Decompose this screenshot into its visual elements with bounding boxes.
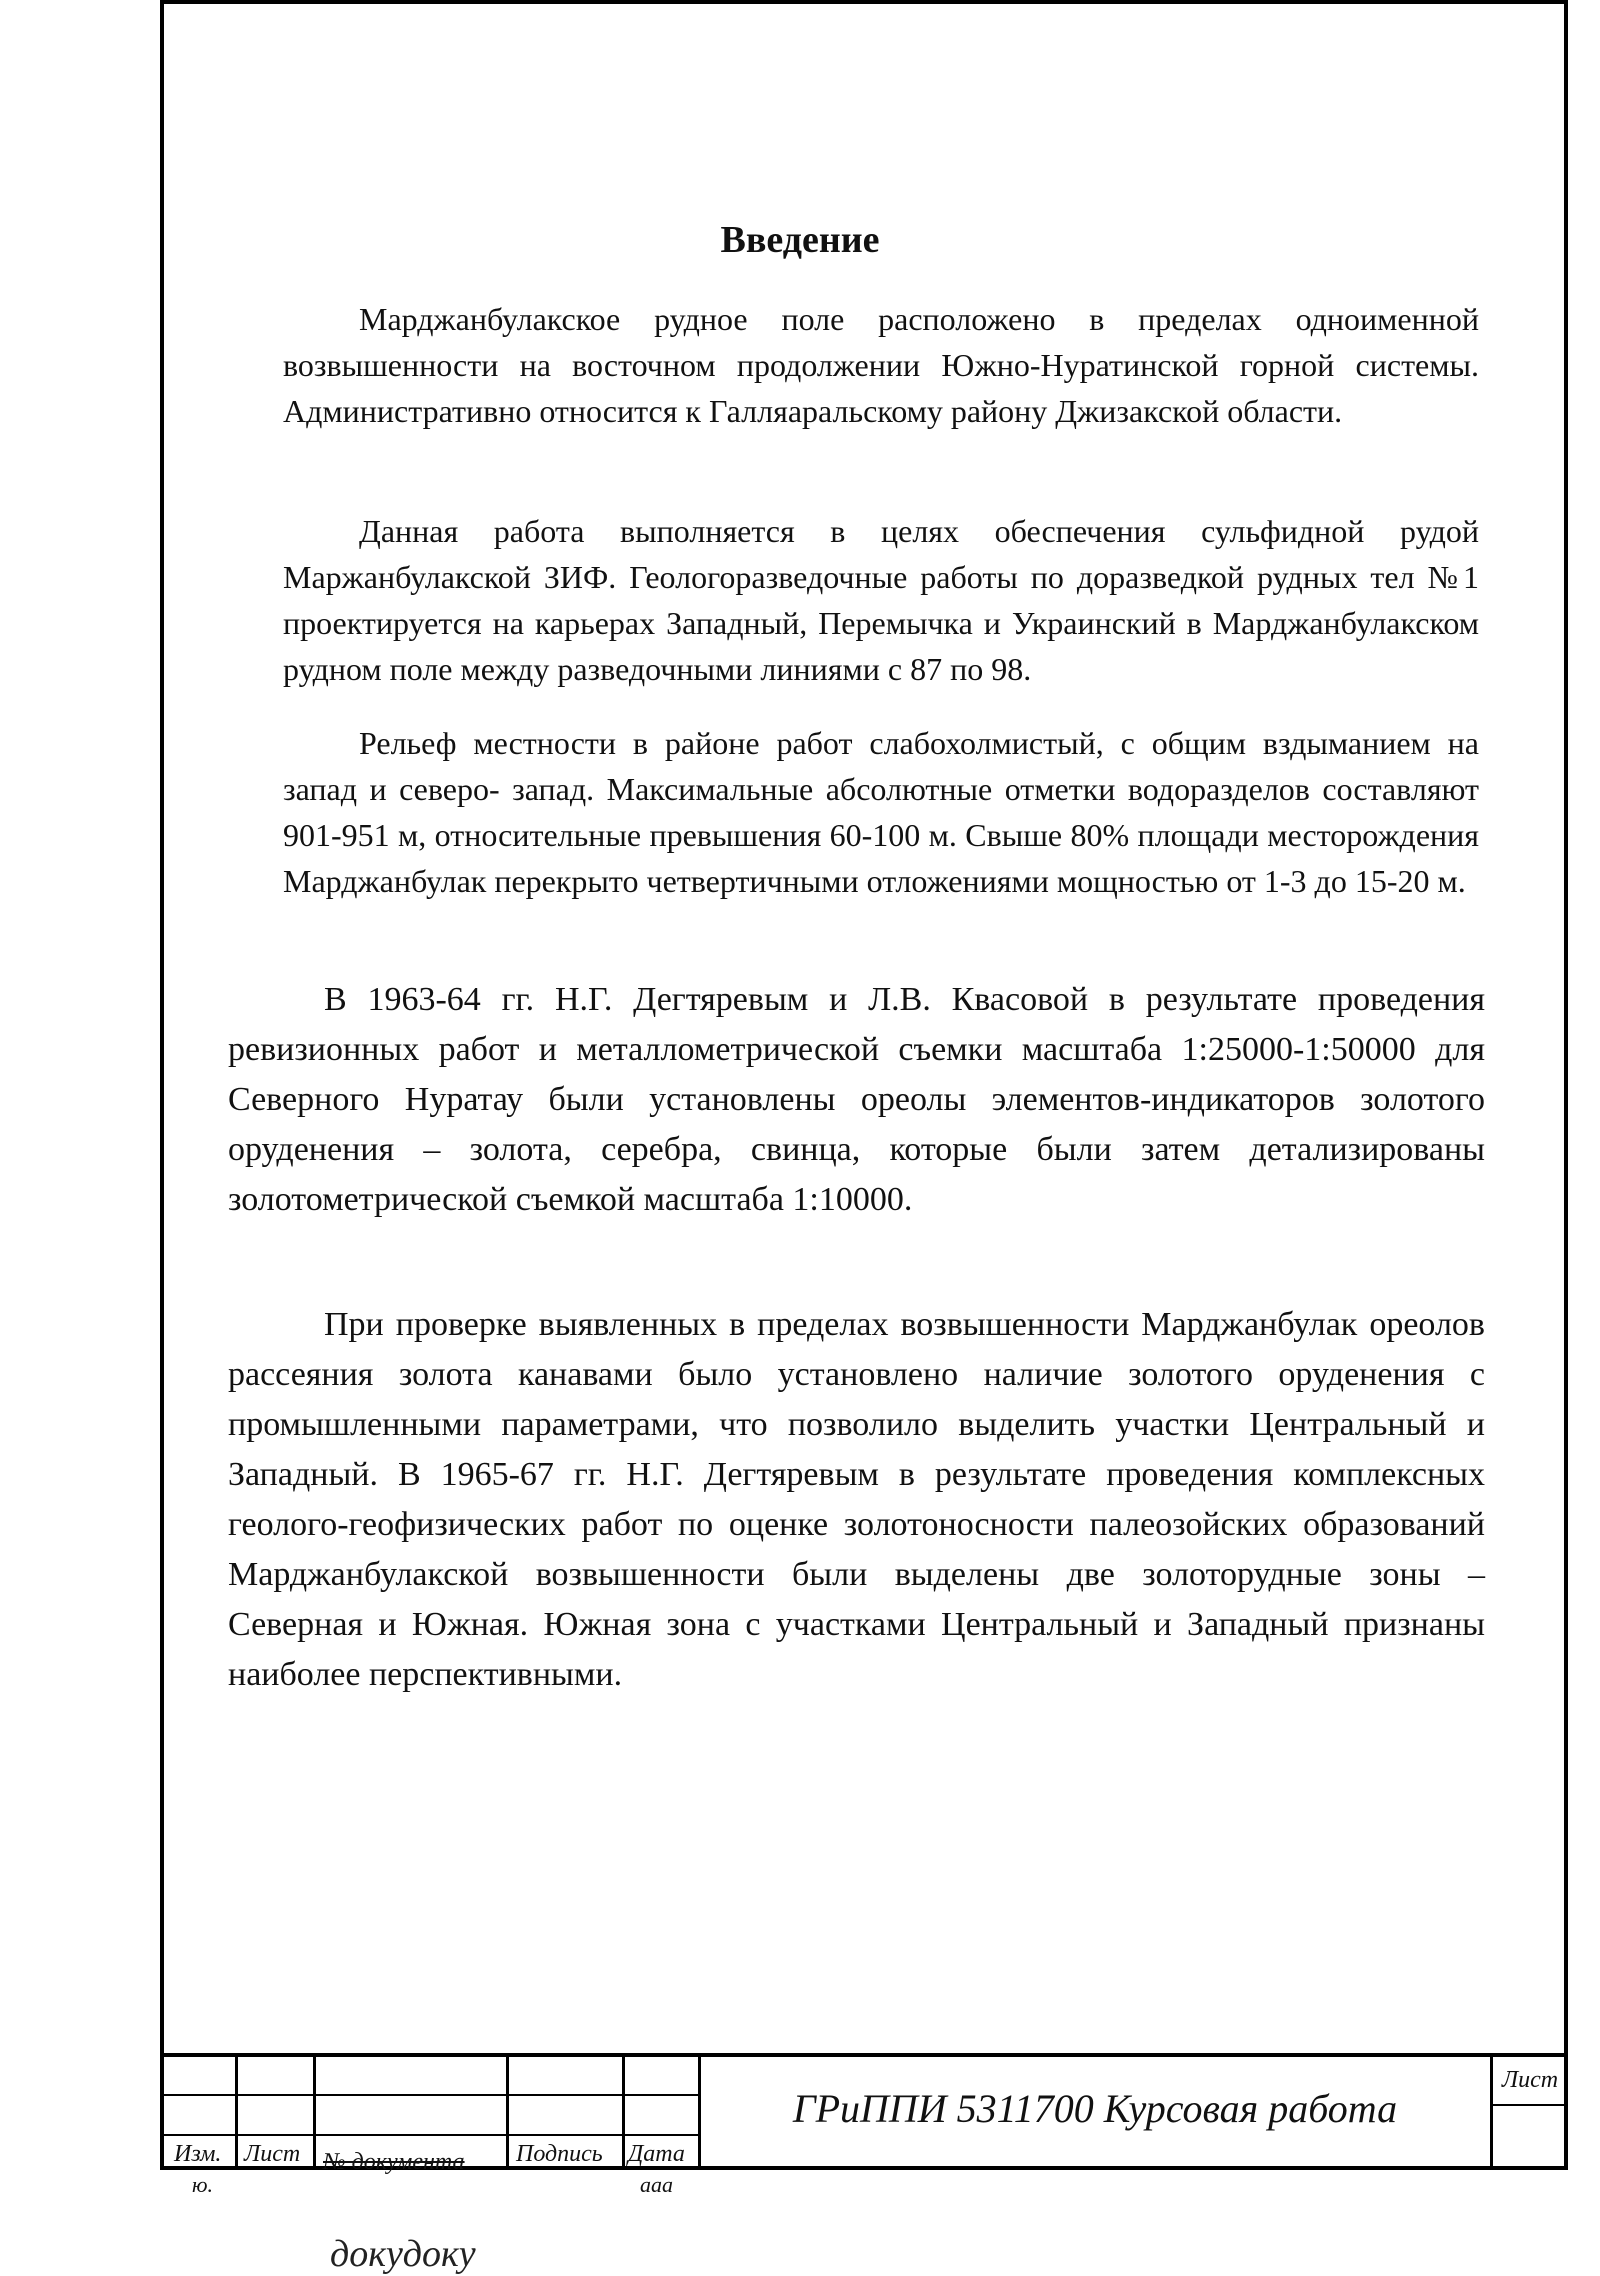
col-label-sign: Подпись (516, 2141, 603, 2167)
paragraph-4: В 1963-64 гг. Н.Г. Дегтяревым и Л.В. Квасовой в результате проведения ревизионных работ и металлометрической съемки масштаба 1:25000-1:50000 для Северного Нуратау были установлены ореолы элементов-индикаторов золотого оруденения – золота, серебра, свинца, которые были затем детализированы золотометрической съемкой масштаба 1:10000. (228, 981, 1485, 1218)
stamp-row-line (160, 2094, 700, 2096)
col-label-doc-no: № документа (323, 2149, 465, 2175)
paragraph-5: При проверке выявленных в пределах возвышенности Марджанбулак ореолов рассеяния золота канавами было установлено наличие золотого оруденения с промышленными параметрами, что позволило выделить участки Центральный и Западный. В 1965-67 гг. Н.Г. Дегтяревым в результате проведения комплексных геолого-геофизических работ по оценке золотоносности палеозойских образований Марджанбулакской возвышенности были выделены две золоторудные зоны – Северная и Южная. Южная зона с участками Центральный и Западный признаны наиболее перспективными. (228, 1306, 1485, 1693)
overflow-text: докудоку (330, 2233, 476, 2275)
sheet-label: Лист (1501, 2067, 1559, 2093)
paragraph-3: Рельеф местности в районе работ слабохолмистый, с общим вздыманием на запад и северо- запад. Максимальные абсолютные отметки водоразделов составляют 901-951 м, относительные превышения 60-100 м. Свыше 80% площади месторождения Марджанбулак перекрыто четвертичными отложениями мощностью от 1-3 до 15-20 м. (283, 725, 1479, 899)
stamp-divider (235, 2057, 238, 2170)
under-izm-text: ю. (192, 2172, 214, 2197)
paragraph-2: Данная работа выполняется в целях обеспечения сульфидной рудой Маржанбулакской ЗИФ. Геологоразведочные работы по доразведкой рудных тел №1 проектируется на карьерах Западный, Перемычка и Украинский в Марджанбулакском рудном поле между разведочными линиями с 87 по 98. (283, 513, 1479, 687)
stamp-row-line (160, 2134, 700, 2136)
stamp-divider (1490, 2057, 1493, 2170)
paragraph-1: Марджанбулакское рудное поле расположено в пределах одноименной возвышенности на восточном продолжении Южно-Нуратинской горной системы. Административно относится к Галляаральскому району Джизакской области. (283, 301, 1479, 429)
stamp-title: ГРиППИ 5311700 Курсовая работа (792, 2086, 1398, 2131)
stamp-divider (313, 2057, 316, 2170)
stamp-divider (622, 2057, 625, 2170)
page-title: Введение (720, 219, 880, 261)
under-date-text: ааа (640, 2172, 673, 2197)
sheet-divider (1493, 2104, 1568, 2106)
col-label-date: Дата (628, 2141, 685, 2167)
title-block (160, 2053, 1568, 2175)
col-label-izm: Изм. (174, 2141, 222, 2167)
col-label-list: Лист (244, 2141, 301, 2167)
stamp-divider (506, 2057, 509, 2170)
